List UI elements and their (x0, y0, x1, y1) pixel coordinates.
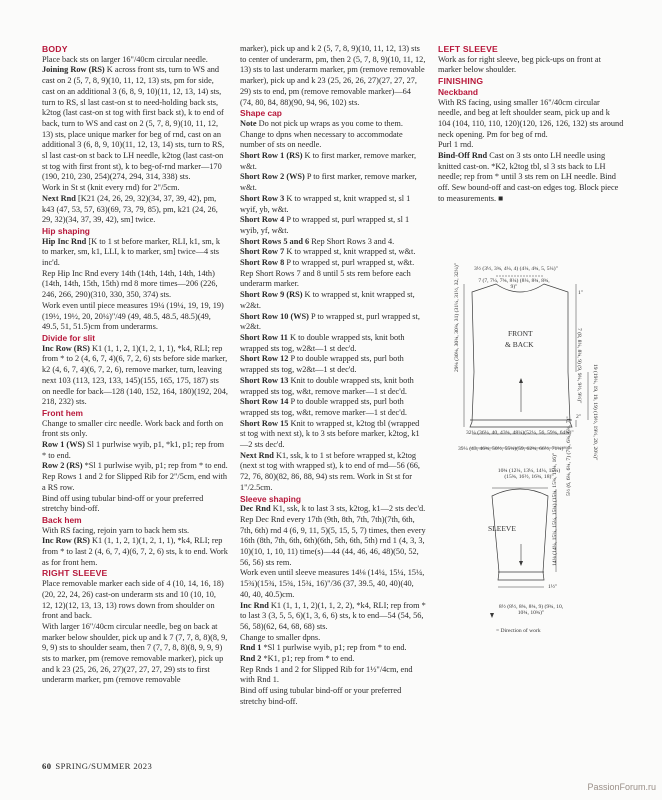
paragraph (42, 526, 228, 537)
paragraph-text: Place back sts on larger 16"/40cm circular needle. (42, 54, 208, 64)
paragraph-text: Rep Rnds 1 and 2 for Slipped Rib for 1½"/4cm, end with Rnd 1. (240, 664, 413, 685)
paragraph (240, 269, 426, 290)
step-label: Joining Row (RS) (42, 65, 105, 75)
paragraph-text: Knit to double wrapped sts, knit both wrapped sts tog, w&t, remove marker—1 st dec'd. (240, 375, 414, 396)
paragraph-text: Change to smaller dpns. (240, 632, 321, 642)
paragraph (240, 237, 426, 248)
paragraph (240, 504, 426, 515)
paragraph (240, 247, 426, 258)
paragraph (42, 494, 228, 515)
section-heading: LEFT SLEEVE (438, 44, 498, 54)
step-label: Row 2 (RS) (42, 461, 83, 471)
section-heading: Hip shaping (42, 225, 90, 236)
paragraph-text: With RS facing, using smaller 16"/40cm circular needle, and beg at left shoulder seam, pick up and k 104 (104, 110, 110, 120)(120, 126, 126, 132) sts around neck opening. Pm for beg of rnd. (438, 97, 624, 139)
paragraph (42, 622, 228, 686)
watermark: PassionForum.ru (587, 782, 656, 792)
step-label: Rnd 1 (240, 643, 262, 653)
paragraph (240, 290, 426, 311)
paragraph (240, 376, 426, 397)
section-heading: Divide for slit (42, 332, 96, 343)
paragraph-text: *Sl 1 purlwise wyib, p1; rep from * to end. (263, 643, 407, 653)
paragraph-text: K to wrapped st, knit wrapped st, sl 1 wyif, yb, w&t. (240, 193, 411, 214)
paragraph (42, 472, 228, 493)
paragraph-text: Place removable marker each side of 4 (10, 14, 16, 18)(20, 22, 24, 26) cast-on underarm sts and 10 (10, 10, 12, 12)(12, 13, 13, 13) rows down from shoulder on front and back. (42, 579, 224, 621)
paragraph (240, 119, 426, 151)
step-label: Next Rnd (42, 193, 76, 203)
paragraph (42, 237, 228, 269)
step-label: Short Row 11 (240, 332, 288, 342)
section-heading: RIGHT SLEEVE (42, 568, 108, 579)
paragraph-text: K to wrapped st, knit wrapped st, w&t. (286, 247, 416, 257)
step-label: Short Row 3 (240, 193, 285, 203)
paragraph-text: Purl 1 rnd. (438, 140, 474, 150)
step-label: Short Row 4 (240, 215, 285, 225)
step-label: Short Rows 5 and 6 (240, 236, 310, 246)
schematic-svg (440, 262, 626, 622)
paragraph-text: K across front sts, turn to WS and cast on 2 (5, 7, 8, 9)(10, 11, 12, 13) sts, pm for side, cast on an additional 3 (6, 8, 9, 10)(11, 12, 13, 14) sts, turn to RS, sl last cast-on st to need-holding back sts, k2tog (last cast-on st tog with first back st), k to end of back, turn to WS and cast on 2 (5, 7, 8, 9)(10, 11, 12, 13) sts, place unique marker for beg of rnd, cast on an additional 3 (6, 8, 9, 10)(11, 12, 13, 14) sts, turn to RS, sl last cast-on st back to LH needle, k2tog (last cast-on st tog with first front st), k to beg-of-rnd marker—170 (190, 210, 230, 254)(274, 294, 314, 338) sts. (42, 65, 225, 182)
paragraph-text: Rep Rows 1 and 2 for Slipped Rib for 2"/5cm, end with a RS row. (42, 472, 227, 492)
dim-sleeve-top: 10¾ (12¼, 13¼, 14¼, 15¼) (15¾, 16½, 16¾, 18)" (497, 468, 561, 480)
step-label: Inc Row (RS) (42, 536, 90, 546)
step-label: Short Row 9 (RS) (240, 290, 303, 300)
dim-hem-width: 39¼ (43, 46¾, 50½, 55¼)(59, 62¾, 66½, 71¼)" (458, 446, 566, 452)
paragraph (438, 151, 624, 205)
paragraph (240, 151, 426, 172)
dim-cuff-width: 8½ (8½, 8¾, 8¾, 9) (9¾, 10, 10¾, 10¾)" (498, 604, 564, 616)
paragraph-text: Bind off using tubular bind-off or your preferred stretchy bind-off. (240, 686, 402, 706)
step-label: Short Row 15 (240, 418, 289, 428)
paragraph-text: P to wrapped st, purl wrapped st, w2&t. (240, 311, 420, 332)
step-label: Dec Rnd (240, 504, 271, 514)
paragraph-text: K to wrapped st, knit wrapped st, w2&t. (240, 290, 415, 310)
paragraph-text: K1 (1, 1, 2, 1)(1, 2, 1, 1), *k4, RLI; rep from * to last 2 (4, 6, 7, 4)(6, 7, 2, 6) sts, k to end. Work as for front hem. (42, 536, 228, 567)
label-front: FRONT (508, 329, 533, 338)
paragraph-text: K1 (1, 1, 1, 2)(1, 1, 2, 2), *k4, RLI; rep from * to last 3 (3, 5, 5, 6)(1, 3, 6, 6) sts, k to end—54 (54, 56, 56, 58)(62, 64, 68, 68) sts. (240, 600, 426, 631)
paragraph-text: [K to 1 st before marker, RLI, k1, sm, k to marker, sm, k1, LLI, k to marker, sm] twice—4 sts inc'd. (42, 236, 221, 268)
paragraph-text: P to wrapped st, purl wrapped st, sl 1 wyib, yf, w&t. (240, 215, 410, 235)
paragraph (42, 301, 228, 333)
step-label: Short Row 1 (RS) (240, 151, 303, 161)
paragraph (42, 344, 228, 408)
paragraph (240, 419, 426, 451)
paragraph (240, 601, 426, 633)
step-label: Next Rnd (240, 450, 274, 460)
paragraph-text: Change to smaller circ needle. Work back and forth on front sts only. (42, 418, 224, 439)
column-middle (240, 44, 426, 708)
paragraph (240, 354, 426, 375)
issue-name: SPRING/SUMMER 2023 (55, 761, 153, 771)
paragraph (240, 44, 426, 108)
section-heading: FINISHING (438, 76, 484, 87)
section-heading: Neckband (438, 86, 479, 97)
legend-text: = Direction of work (496, 628, 541, 634)
paragraph-text: Do not pick up wraps as you come to them. Change to dpns when necessary to accommodate number of sts on needle. (240, 118, 403, 150)
paragraph-text: Work even until sleeve measures 14⅛ (14¼, 15¼, 15¼, 15¾)(15¾, 15¾, 15¾, 16)"/36 (37, 39.5, 40, 40)(40, 40, 40, 40.5)cm. (240, 568, 425, 599)
paragraph (42, 419, 228, 440)
paragraph-text: marker), pick up and k 2 (5, 7, 8, 9)(10, 11, 12, 13) sts to center of underarm, pm, then 2 (5, 7, 8, 9)(10, 11, 12, 13) sts to last underarm marker, pm (remove removable marker), pick up and k 23 (25, 26, 26, 27)(27, 27, 27, 29) sts to end, pm (remove removable marker)—64 (74, 80, 84, 88)(90, 94, 96, 102) sts. (240, 44, 426, 107)
paragraph (240, 451, 426, 494)
paragraph (240, 643, 426, 654)
paragraph (42, 65, 228, 183)
paragraph-text: Rep Hip Inc Rnd every 14th (14th, 14th, 14th, 14th)(14th, 14th, 15th, 15th) rnd 8 more times—206 (226, 246, 266, 290)(310, 330, 350, 374) sts. (42, 268, 218, 300)
paragraph (240, 333, 426, 354)
paragraph-text: P to double wrapped sts, purl both wrapped sts tog, w&t, remove marker—1 st dec'd. (240, 397, 407, 417)
paragraph-text: K to double wrapped sts, knit both wrapped sts tog, w2&t—1 st dec'd. (240, 332, 405, 353)
paragraph-text: Knit to wrapped st, k2tog tbl (wrapped st tog with next st), k to 3 sts before marker, k2tog, k1—2 sts dec'd. (240, 418, 420, 450)
dim-neck-width: 7 (7, 7¼, 7¾, 8¼) (8¼, 8¾, 8¾, 9)" (478, 278, 550, 290)
paragraph-text: With larger 16"/40cm circular needle, beg on back at marker below shoulder, pick up and k 7 (7, 7, 8, 8)(8, 9, 9, 9) sts to shoulder seam, then 7 (7, 7, 8, 8)(8, 9, 9, 9) sts to marker, pm (remove removable marker), pick up and k 23 (25, 26, 26, 27)(27, 27, 27, 29) sts to first underarm marker, pm (remove removable (42, 621, 228, 685)
step-label: Short Row 8 (240, 258, 285, 268)
paragraph (240, 686, 426, 707)
dim-hem-depth: 2" (576, 414, 582, 420)
paragraph-text: Rep Short Rows 3 and 4. (311, 236, 395, 246)
paragraph (42, 194, 228, 226)
paragraph-text: K1 (1, 1, 2, 1)(1, 2, 1, 1), *k4, RLI; rep from * to 2 (4, 6, 7, 4)(6, 7, 2, 6) sts before side marker, k2 (4, 6, 7, 4)(6, 7, 2, 6), remove marker, turn, leaving next 103 (113, 123, 133, 145)(155, 165, 175, 187) sts on needle for back—128 (140, 152, 164, 180)(192, 204, 218, 232) sts. (42, 343, 228, 407)
paragraph (240, 312, 426, 333)
dim-shoulder-drop: 1" (578, 290, 584, 296)
paragraph (438, 140, 624, 151)
step-label: Short Row 13 (240, 375, 289, 385)
column-left (42, 44, 228, 686)
paragraph (240, 654, 426, 665)
paragraph-text: [K21 (24, 26, 29, 32)(34, 37, 39, 42), pm, k43 (47, 53, 57, 63)(69, 73, 79, 85), pm, k21 (24, 26, 29, 32)(34, 37, 39, 42), sm] twice. (42, 193, 218, 225)
section-heading: Sleeve shaping (240, 493, 301, 504)
paragraph-text: Bind off using tubular bind-off or your preferred stretchy bind-off. (42, 493, 204, 514)
paragraph-text: With RS facing, rejoin yarn to back hem sts. (42, 525, 190, 535)
dim-armhole-depth: 7 (8, 8¼, 8¾, 9) (9, 9¼, 9½, 9½)" (576, 328, 582, 404)
sleeve-outline (492, 489, 548, 580)
paragraph-text: P to wrapped st, purl wrapped st, w&t. (286, 258, 415, 268)
paragraph (240, 515, 426, 569)
paragraph-text: Cast on 3 sts onto LH needle using knitted cast-on. *K2, k2tog tbl, sl 3 sts back to LH needle; rep from * until 3 sts rem on LH needle. Bind off. Sew bound-off and cast-on edges tog. Block piece to measurements. ■ (438, 151, 619, 203)
label-sleeve: SLEEVE (488, 524, 516, 533)
dim-sleeve-length: 14⅛ (14¼, 15¼, 15¼, 15¾) (15¾, 15¾, 15¾, 16)" (552, 452, 558, 566)
paragraph (42, 183, 228, 194)
section-heading: BODY (42, 44, 68, 54)
step-label: Short Row 10 (WS) (240, 311, 309, 321)
paragraph-text: Work in St st (knit every rnd) for 2"/5cm. (42, 183, 180, 193)
section-heading: Back hem (42, 514, 82, 525)
paragraph-text: Sl 1 purlwise wyib, p1, *k1, p1; rep from * to end. (42, 440, 225, 460)
paragraph-text: Rep Dec Rnd every 17th (9th, 8th, 7th, 7th)(7th, 6th, 7th, 6th) rnd 4 (6, 9, 11, 5)(5, 15, 5, 7) times, then every 16th (8th, 7th, 6th, 6th)(6th, 5th, 6th, 5th) rnd 1 (4, 3, 3, 10)(10, 1, 10, 11) time(s)—44 (44, 46, 46, 48)(50, 52, 56, 56) sts rem. (240, 514, 426, 567)
paragraph-text: Work even until piece measures 19¼ (19¼, 19, 19, 19)(19½, 19½, 20, 20¼)"/49 (49, 48.5, 48.5, 48.5)(49, 49.5, 51, 51.5)cm from underarms. (42, 300, 224, 332)
paragraph-text: K1, ssk, k to 1 st before wrapped st, k2tog (next st tog with wrapped st), k to end of rnd—56 (66, 72, 76, 80)(82, 86, 88, 94) sts rem. Work in St st for 1"/2.5cm. (240, 450, 420, 492)
paragraph (240, 397, 426, 418)
step-label: Hip Inc Rnd (42, 236, 87, 246)
paragraph (42, 55, 228, 66)
step-label: Inc Rnd (240, 600, 269, 610)
paragraph (42, 440, 228, 461)
step-label: Bind-Off Rnd (438, 151, 488, 161)
paragraph-text: *K1, p1; rep from * to end. (263, 654, 355, 664)
paragraph-text: Rep Short Rows 7 and 8 until 5 sts rem before each underarm marker. (240, 268, 411, 289)
step-label: Short Row 12 (240, 354, 289, 364)
paragraph (240, 633, 426, 644)
dim-top-width: 3½ (3½, 3¾, 4¼, 4) (4¼, 4¾, 5, 5¼)" (474, 266, 558, 272)
paragraph-text: Work as for right sleeve, beg pick-ups on front at marker below shoulder. (438, 54, 601, 75)
paragraph (42, 461, 228, 472)
dim-body-length-left: 29¾ (30¾, 30¾, 30¾, 31) (31¼, 31½, 32, 32¼)" (454, 262, 460, 372)
paragraph (42, 579, 228, 622)
paragraph-text: P to double wrapped sts, purl both wrapped sts tog, w2&t—1 st dec'd. (240, 354, 404, 375)
dim-body-length-right: 19 (19¼, 19, 19, 19) (19½, 19½, 20, 20¼)" (592, 364, 598, 461)
page-number: 60 (42, 761, 52, 771)
paragraph (438, 55, 624, 76)
step-label: Short Row 7 (240, 247, 285, 257)
paragraph (42, 269, 228, 301)
paragraph (438, 98, 624, 141)
paragraph-text: *Sl 1 purlwise wyib, p1; rep from * to end. (84, 461, 228, 471)
page-footer (42, 761, 152, 771)
paragraph (240, 665, 426, 686)
dim-cap-depth: 5½ (6, 6¾, 6¾, 7) (7¼, 6¾, 6¾, 7)" (566, 416, 572, 496)
paragraph-text: K1, ssk, k to last 3 sts, k2tog, k1—2 sts dec'd. (272, 504, 426, 514)
paragraph (240, 258, 426, 269)
paragraph (240, 172, 426, 193)
step-label: Rnd 2 (240, 654, 262, 664)
step-label: Short Row 2 (WS) (240, 172, 305, 182)
step-label: Short Row 14 (240, 397, 289, 407)
paragraph (240, 215, 426, 236)
step-label: Row 1 (WS) (42, 440, 85, 450)
paragraph (240, 194, 426, 215)
section-heading: Shape cap (240, 108, 282, 119)
step-label: Inc Row (RS) (42, 343, 90, 353)
label-back: & BACK (505, 340, 534, 349)
dim-cuff-depth: 1½" (548, 584, 558, 590)
section-heading: Front hem (42, 407, 83, 418)
paragraph (240, 568, 426, 600)
paragraph-text: P to first marker, remove marker, w&t. (240, 172, 417, 193)
column-right (438, 44, 624, 205)
step-label: Note (240, 118, 257, 128)
paragraph (42, 536, 228, 568)
dim-chest-width: 32¼ (36¼, 40, 43¾, 48¼)(52¼, 56, 59¾, 64¼)" (466, 430, 574, 436)
paragraph-text: K to first marker, remove marker, w&t. (240, 151, 417, 171)
